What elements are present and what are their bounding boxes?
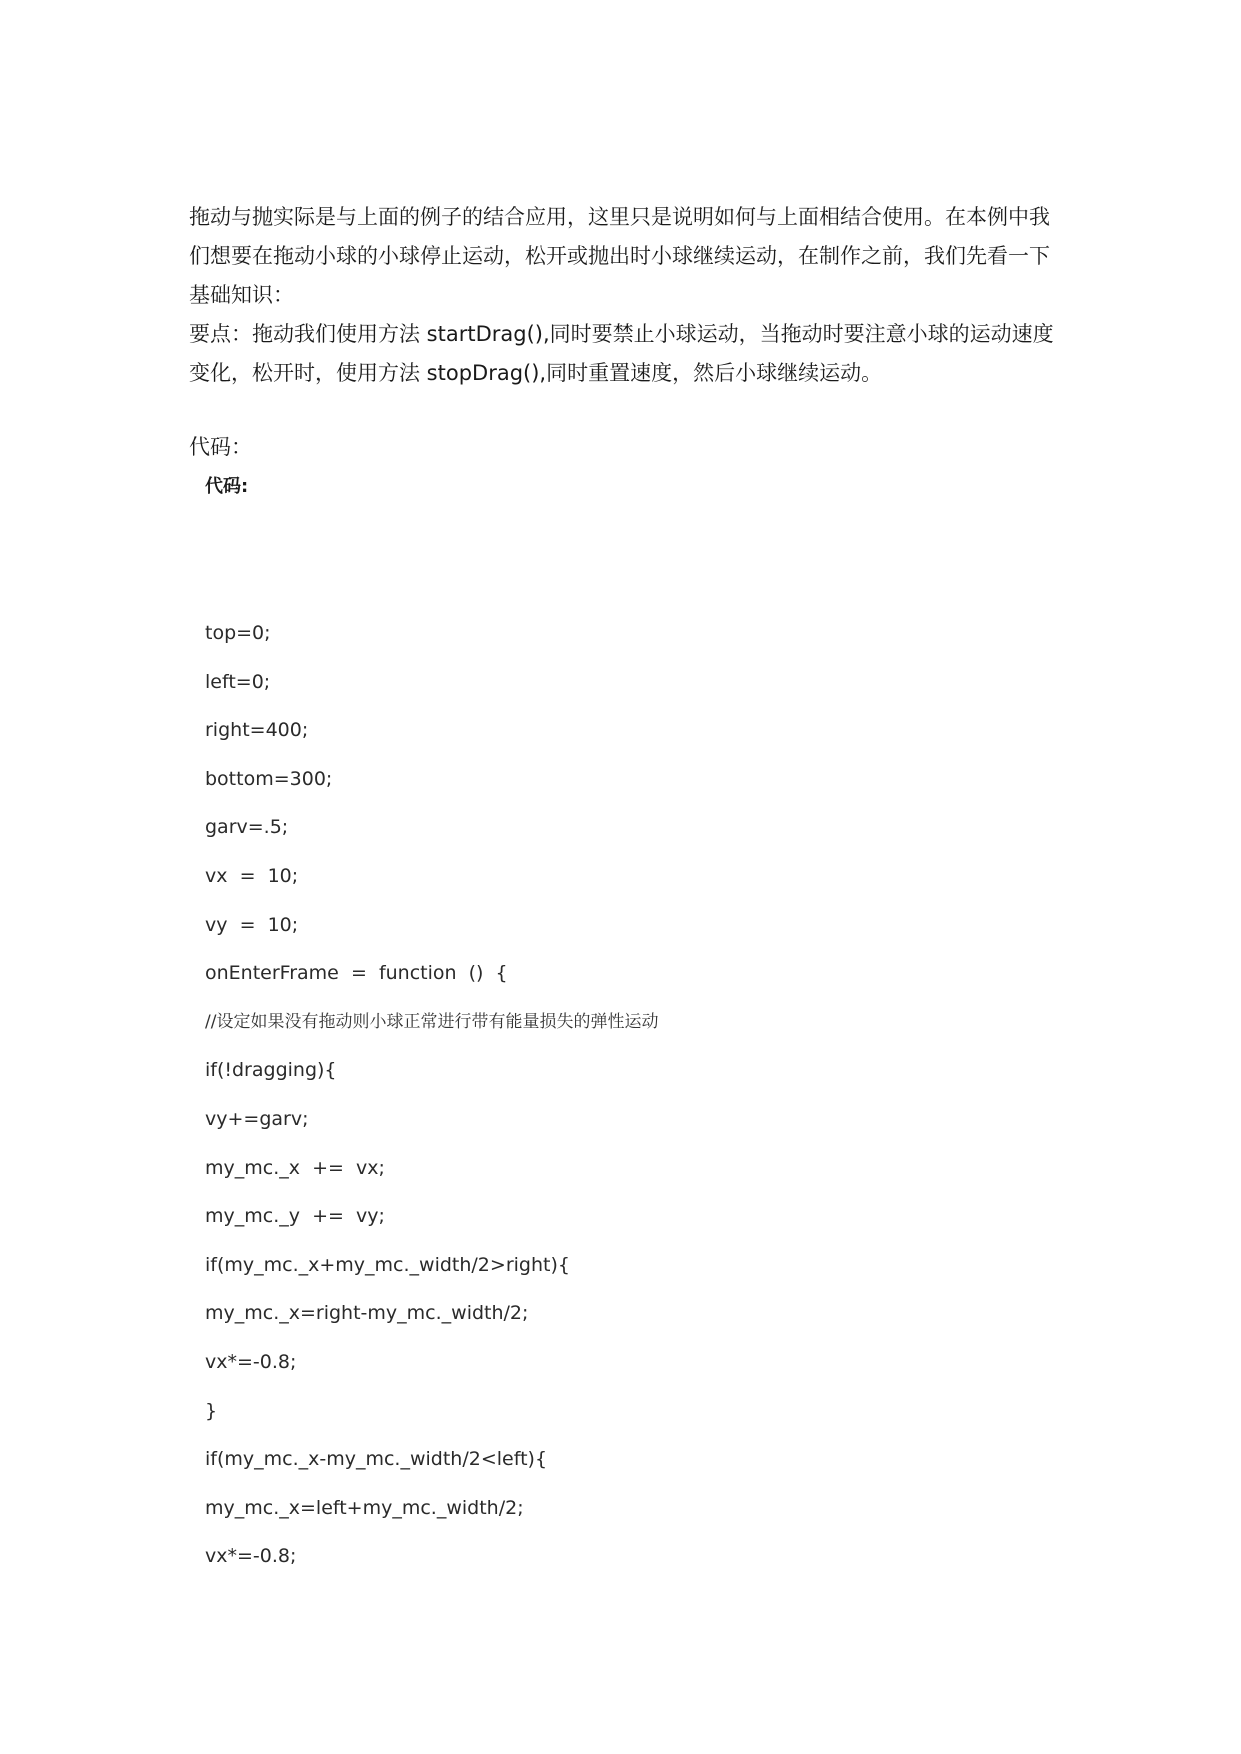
- code-line: vx*=-0.8;: [205, 1350, 297, 1373]
- code-line: if(!dragging){: [205, 1059, 337, 1082]
- code-line: onEnterFrame = function () {: [205, 962, 508, 985]
- code-line: if(my_mc._x-my_mc._width/2<left){: [205, 1448, 548, 1471]
- code-line: }: [205, 1399, 218, 1422]
- code-line: my_mc._y += vy;: [205, 1205, 385, 1228]
- code-line: vx = 10;: [205, 864, 299, 887]
- code-line: left=0;: [205, 670, 271, 693]
- code-line: my_mc._x=right-my_mc._width/2;: [205, 1302, 529, 1325]
- code-line: my_mc._x += vx;: [205, 1156, 385, 1179]
- code-line: top=0;: [205, 622, 271, 644]
- code-line: vx*=-0.8;: [205, 1545, 297, 1568]
- code-line: if(my_mc._x+my_mc._width/2>right){: [205, 1253, 570, 1276]
- code-line: my_mc._x=left+my_mc._width/2;: [205, 1496, 524, 1519]
- code-line: vy = 10;: [205, 913, 299, 936]
- code-line: bottom=300;: [205, 767, 333, 790]
- code-label: 代码：: [189, 435, 252, 459]
- code-label-bold: 代码:: [205, 476, 249, 497]
- code-line: vy+=garv;: [205, 1107, 309, 1130]
- key-points-paragraph: 要点：拖动我们使用方法 startDrag(),同时要禁止小球运动，当拖动时要注意小球的运动速度变化，松开时，使用方法 stopDrag(),同时重置速度，然后小球继续运动。: [189, 322, 1054, 385]
- code-block: [205, 618, 1105, 1590]
- code-comment-line: //设定如果没有拖动则小球正常进行带有能量损失的弹性运动: [205, 1011, 659, 1032]
- intro-text: [189, 198, 1069, 393]
- intro-paragraph: 拖动与抛实际是与上面的例子的结合应用，这里只是说明如何与上面相结合使用。在本例中我们想要在拖动小球的小球停止运动，松开或抛出时小球继续运动，在制作之前，我们先看一下基础知识：: [189, 205, 1050, 307]
- code-line: right=400;: [205, 719, 309, 742]
- code-line: garv=.5;: [205, 816, 289, 839]
